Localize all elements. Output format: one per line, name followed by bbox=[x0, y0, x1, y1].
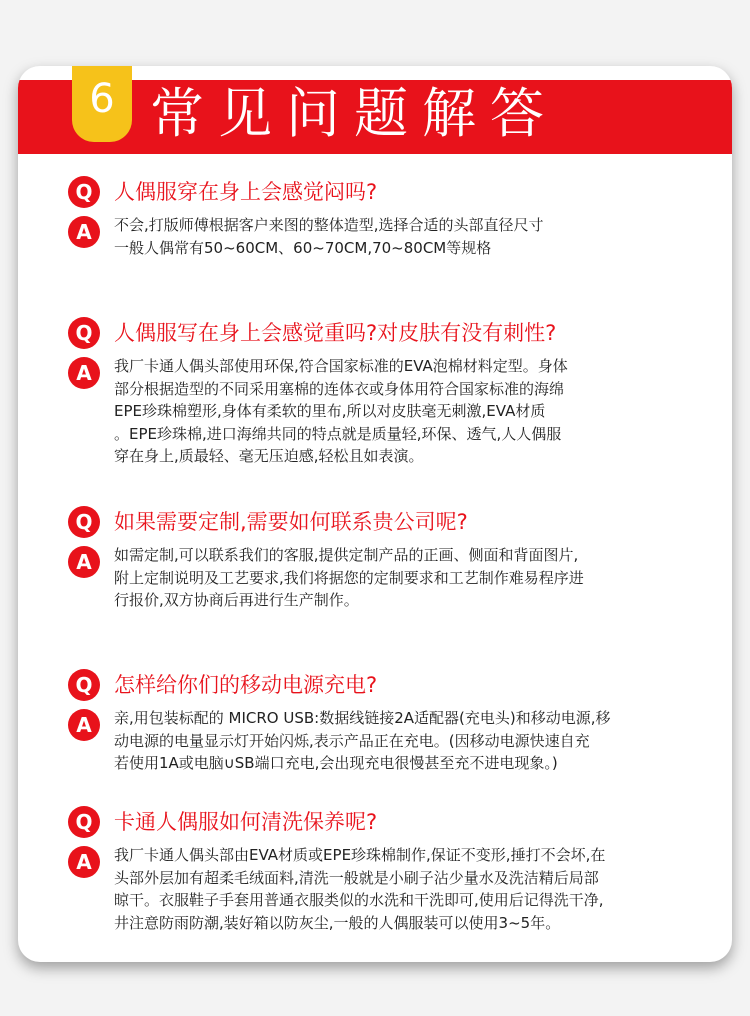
answer-text bbox=[114, 214, 698, 259]
answer-line: 一般人偶常有50~60CM、60~70CM,70~80CM等规格 bbox=[114, 238, 492, 257]
question-icon: Q bbox=[68, 176, 100, 208]
answer-icon: A bbox=[68, 546, 100, 578]
answer-line: 井注意防雨防潮,装好箱以防灰尘,一般的人偶服装可以使用3~5年。 bbox=[114, 913, 561, 932]
section-number: 6 bbox=[89, 76, 115, 122]
faq-item-4 bbox=[68, 669, 698, 775]
question-text: 怎样给你们的移动电源充电? bbox=[114, 673, 378, 697]
question-text: 人偶服写在身上会感觉重吗?对皮肤有没有刺性? bbox=[114, 321, 557, 345]
answer-line: 我厂卡通人偶头部使用环保,符合国家标准的EVA泡棉材料定型。身体 bbox=[114, 357, 568, 375]
answer-text bbox=[114, 707, 698, 775]
answer-line: 附上定制说明及工艺要求,我们将据您的定制要求和工艺制作难易程序进 bbox=[114, 568, 584, 587]
answer-line: 亲,用包装标配的 MICRO USB:数据线链接2A适配器(充电头)和移动电源,移 bbox=[114, 709, 611, 727]
faq-item-2 bbox=[68, 317, 698, 468]
answer-text bbox=[114, 844, 698, 934]
answer-text bbox=[114, 544, 698, 612]
answer-line: 不会,打版师傅根据客户来图的整体造型,选择合适的头部直径尺寸 bbox=[114, 216, 544, 234]
answer-icon: A bbox=[68, 357, 100, 389]
question-text: 如果需要定制,需要如何联系贵公司呢? bbox=[114, 510, 468, 534]
answer-line: 行报价,双方协商后再进行生产制作。 bbox=[114, 591, 359, 609]
answer-line: 晾干。衣服鞋子手套用普通衣服类似的水洗和干洗即可,使用后记得洗干净, bbox=[114, 891, 604, 909]
answer-text bbox=[114, 355, 698, 468]
faq-item-5 bbox=[68, 806, 698, 934]
question-icon: Q bbox=[68, 317, 100, 349]
answer-icon: A bbox=[68, 709, 100, 741]
answer-line: 我厂卡通人偶头部由EVA材质或EPE珍珠棉制作,保证不变形,捶打不会坏,在 bbox=[114, 846, 606, 864]
answer-line: 穿在身上,质最轻、毫无压迫感,轻松且如表演。 bbox=[114, 447, 424, 465]
answer-line: 若使用1A或电脑∪SB端口充电,会出现充电很慢甚至充不进电现象。) bbox=[114, 754, 558, 772]
answer-icon: A bbox=[68, 216, 100, 248]
answer-line: 头部外层加有超柔毛绒面料,清洗一般就是小刷子沾少量水及洗洁精后局部 bbox=[114, 868, 599, 887]
question-text: 卡通人偶服如何清洗保养呢? bbox=[114, 810, 378, 834]
answer-icon: A bbox=[68, 846, 100, 878]
answer-line: 动电源的电量显示灯开始闪烁,表示产品正在充电。(因移动电源快速自充 bbox=[114, 731, 590, 750]
faq-item-3 bbox=[68, 506, 698, 612]
answer-line: 如需定制,可以联系我们的客服,提供定制产品的正画、侧面和背面图片, bbox=[114, 546, 579, 564]
answer-line: EPE珍珠棉塑形,身体有柔软的里布,所以对皮肤毫无刺激,EVA材质 bbox=[114, 402, 546, 420]
question-icon: Q bbox=[68, 806, 100, 838]
question-icon: Q bbox=[68, 506, 100, 538]
question-icon: Q bbox=[68, 669, 100, 701]
answer-line: 部分根据造型的不同采用塞棉的连体衣或身体用符合国家标准的海绵 bbox=[114, 379, 565, 398]
section-number-badge bbox=[72, 66, 132, 142]
page-title: 常见问题解答 bbox=[150, 82, 558, 145]
question-text: 人偶服穿在身上会感觉闷吗? bbox=[114, 180, 378, 204]
faq-item-1 bbox=[68, 176, 698, 259]
answer-line: 。EPE珍珠棉,进口海绵共同的特点就是质量轻,环保、透气,人人偶服 bbox=[114, 424, 562, 443]
